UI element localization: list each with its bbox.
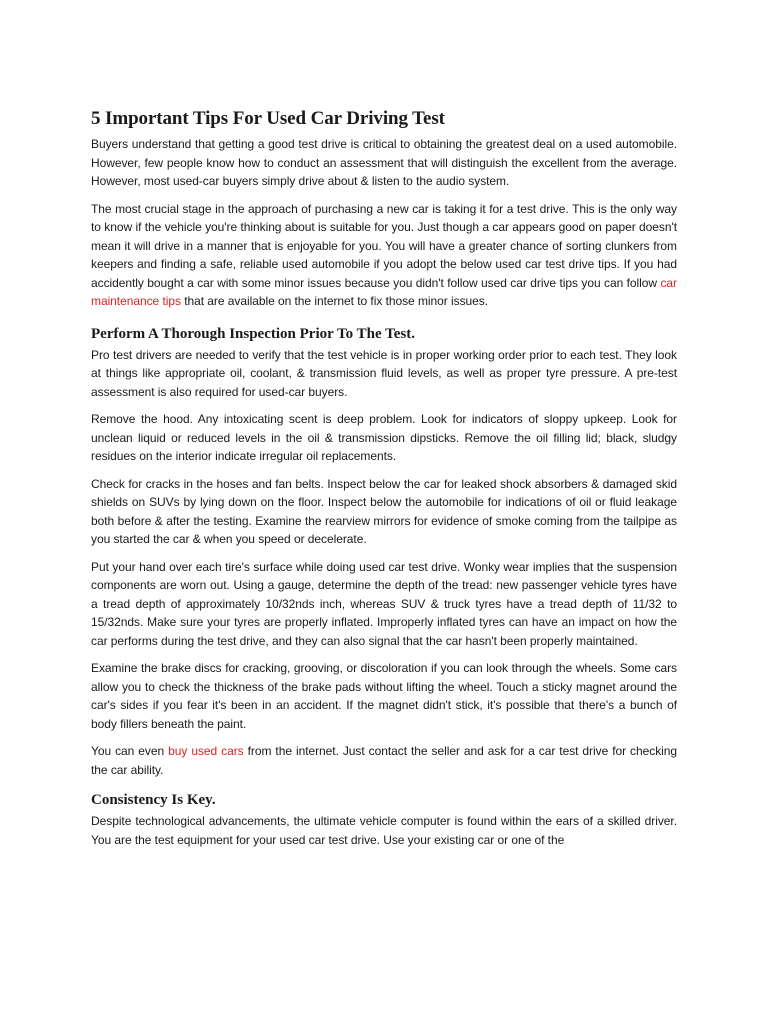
car-maintenance-tips-link[interactable]: car maintenance tips [91, 275, 677, 308]
section-consistency [91, 791, 677, 849]
section-paragraph: Put your hand over each tire's surface while doing used car test drive. Wonky wear implies that the suspension components are worn out. Using a gauge, determine the depth of the tread: new passenger vehicle tyres have a tread depth of approximately 10/32nds inch, whereas SUV & truck tyres have a tread depth of 11/32 to 15/32nds. Make sure your tyres are properly inflated. Improperly inflated tyres can have an impact on how the car performs during the test drive, and they can also signal that the car hasn't been properly maintained. [91, 559, 677, 648]
paragraph-text: The most crucial stage in the approach of purchasing a new car is taking it for a test drive. This is the only way to know if the vehicle you're thinking about is suitable for you. Just though a car appears good on paper doesn't mean it will drive in a manner that is enjoyable for you. You will have a greater chance of sorting clunkers from keepers and finding a safe, reliable used automobile if you adopt the below used car test drive tips. If you had accidently bought a car with some minor issues because you didn't follow used car drive tips you can follow [91, 201, 677, 290]
intro-paragraph: Buyers understand that getting a good test drive is critical to obtaining the greatest deal on a used automobile. However, few people know how to conduct an assessment that will distinguish the excellent from the average. However, most used-car buyers simply drive about & listen to the audio system. [91, 137, 677, 188]
paragraph-text: that are available on the internet to fix those minor issues. [180, 294, 488, 308]
paragraph-text: from the internet. Just contact the seller and ask for a car test drive for checking the car ability. [91, 744, 678, 777]
section-paragraph-with-link [91, 742, 677, 779]
buy-used-cars-link[interactable]: buy used cars [168, 744, 244, 758]
article [91, 108, 677, 858]
section-inspection [91, 325, 677, 780]
paragraph-text: You can even [91, 744, 169, 758]
section-paragraph: Remove the hood. Any intoxicating scent is deep problem. Look for indicators of sloppy upkeep. Look for unclean liquid or reduced levels in the oil & transmission dipsticks. Remove the oil filling lid; black, sludgy residues on the interior indicate irregular oil replacements. [91, 412, 677, 463]
article-title: 5 Important Tips For Used Car Driving Test [91, 108, 445, 129]
paragraph-test-drive-importance [91, 200, 677, 311]
section-heading: Consistency Is Key. [91, 792, 216, 808]
section-paragraph: Pro test drivers are needed to verify that the test vehicle is in proper working order prior to each test. They look at things like appropriate oil, coolant, & transmission fluid levels, as well as proper tyre pressure. A pre-test assessment is also required for used-car buyers. [91, 347, 677, 399]
section-paragraph: Check for cracks in the hoses and fan belts. Inspect below the car for leaked shock absorbers & damaged skid shields on SUVs by lying down on the floor. Inspect below the automobile for indications of oil or fluid leakage both before & after the testing. Examine the rearview mirrors for evidence of smoke coming from the tailpipe as you started the car & when you speed or decelerate. [91, 476, 677, 546]
section-paragraph: Examine the brake discs for cracking, grooving, or discoloration if you can look through the wheels. Some cars allow you to check the thickness of the brake pads without lifting the wheel. Touch a sticky magnet around the car's sides if you fear it's been in an accident. If the magnet didn't stick, it's possible that there's a bunch of body fillers beneath the paint. [91, 661, 677, 731]
section-heading: Perform A Thorough Inspection Prior To The Test. [91, 325, 415, 342]
section-paragraph: Despite technological advancements, the ultimate vehicle computer is found within the ears of a skilled driver. You are the test equipment for your used car test drive. Use your existing car or one of the [91, 814, 677, 847]
